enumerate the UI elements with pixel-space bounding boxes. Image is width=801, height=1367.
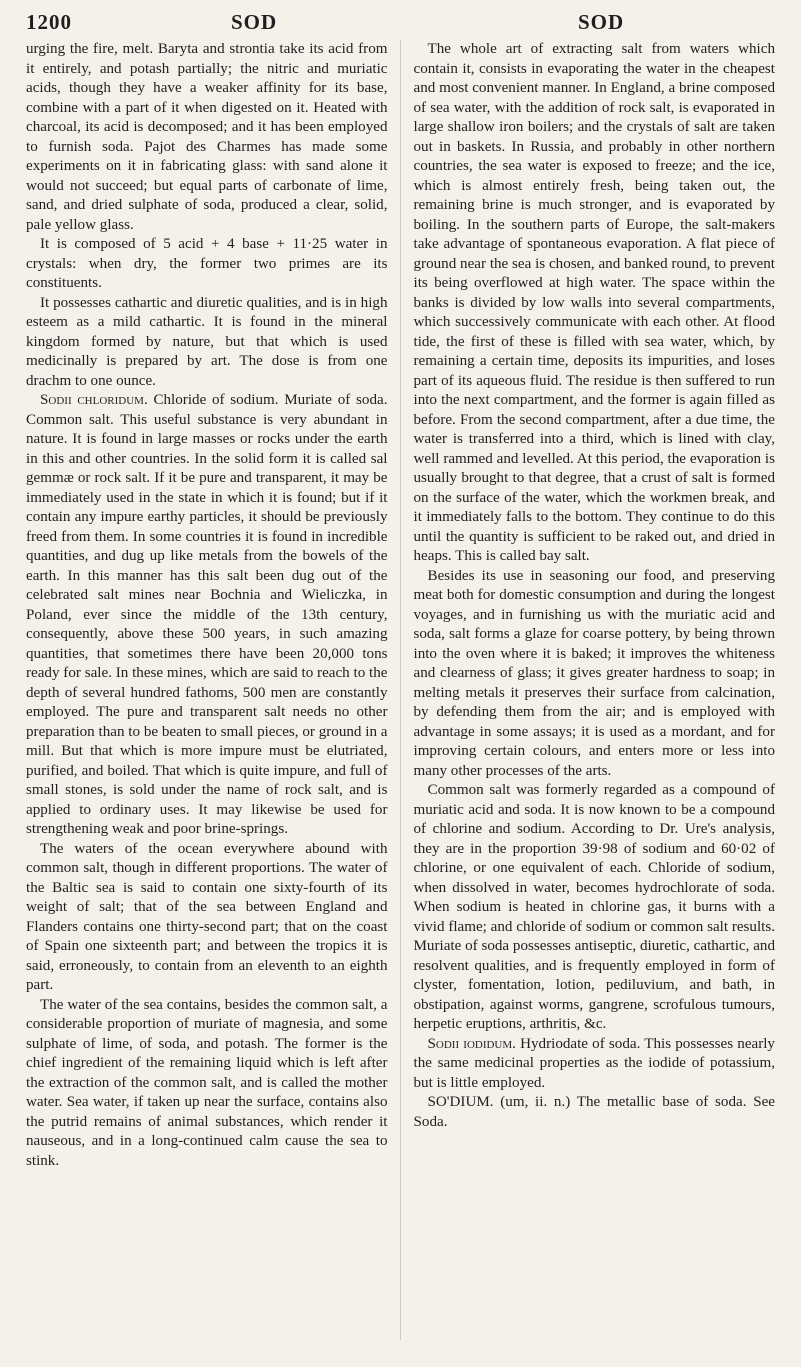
paragraph-text: Common salt was formerly regarded as a compound of muriatic acid and soda. It is now known to be a compound of chlorine and sodium. According to Dr. Ure's analysis, they are in the proportion 39·98 of sodium and 60·02 of chlorine, or one equivalent of each. Chloride of sodium, when dissolved in water, becomes hydrochlorate of soda. When sodium is heated in chlorine gas, it burns with a vivid flame; and chloride of sodium or common salt results. Muriate of soda possesses antiseptic, diuretic, cathartic, and resolvent qualities, and is frequently employed in form of clyster, fomentation, lotion, pediluvium, and bath, in obstipation, against worms, gangrene, scrofulous tumours, herpetic eruptions, arthritis, &c.: [413, 782, 775, 1032]
paragraph: [414, 781, 776, 1035]
paragraph: [26, 391, 388, 840]
entry-headword: Sodii chloridum.: [40, 392, 148, 408]
paragraph-text: The whole art of extracting salt from waters which contain it, consists in evaporating the water in the cheapest and most convenient manner. In England, a brine composed of sea water, with the addition of rock salt, is evaporated in large shallow iron boilers; and the crystals of salt are taken out in baskets. In Russia, and probably in other northern countries, the sea water is exposed to freeze; and the ice, which is almost entirely fresh, being taken out, the remaining brine is much stronger, and is evaporated by boiling. In the southern parts of Europe, the salt-makers take advantage of spontaneous evaporation. A flat piece of ground near the sea is chosen, and banked round, to prevent its being overflowed at high water. The space within the banks is divided by low walls into several compartments, which successively communicate with each other. At flood tide, the first of these is filled with sea water, which, by remaining a certain time, deposits its impurities, and loses part of its aqueous fluid. The residue is then suffered to run into the next compartment, and the former is again filled as before. From the second compartment, after a due time, the water is transferred into a third, which is lined with clay, well rammed and levelled. At this period, the evaporation is usually brought to that degree, that a crust of salt is formed on the surface of the water, which the workmen break, and it immediately falls to the bottom. They continue to do this until the quantity is sufficient to be raked out, and dried in heaps. This is called bay salt.: [413, 41, 775, 564]
paragraph-text: (um, ii. n.) The metallic base of soda. See Soda.: [413, 1094, 775, 1130]
entry-headword: Sodii iodidum.: [427, 1035, 516, 1052]
paragraph: [414, 40, 776, 567]
paragraph: [26, 40, 388, 235]
paragraph-text: Hydriodate of soda. This possesses nearly the same medicinal properties as the iodide of potassium, but is little employed.: [413, 1035, 775, 1091]
paragraph: [26, 294, 388, 392]
paragraph-text: Besides its use in seasoning our food, and preserving meat both for domestic consumption and during the longest voyages, and in furnishing us with the muriatic acid and soda, salt forms a glaze for coarse pottery, by being thrown into the oven where it is baked; it improves the whiteness and clearness of glass; it gives greater hardness to soap; in melting metals it preserves their surface from calcination, by defending them from the air; and is employed with advantage in some assays; it is used as a mordant, and for improving certain colours, and enters more or less into many other processes of the arts.: [413, 567, 775, 779]
paragraph: [26, 840, 388, 996]
paragraph-text: The waters of the ocean everywhere abound with common salt, though in different proportions. The water of the Baltic sea is said to contain one sixty-fourth of its weight of salt; that of the sea between England and Flanders contains one thirty-second part; that on the coast of Spain one sixteenth part; and between the tropics it is said, erroneously, to contain from an eleventh to an eighth part.: [26, 840, 388, 993]
paragraph-text: urging the fire, melt. Baryta and strontia take its acid from it entirely, and potash partially; the nitric and muriatic acids, though they have a weaker affinity for its base, combine with a part of it when digested on it. Heated with charcoal, its acid is decomposed; and it has been employed to furnish soda. Pajot des Charmes has made some experiments on it in fabricating glass: with sand alone it would not succeed; but equal parts of carbonate of lime, sand, and dried sulphate of soda, produced a clear, solid, pale yellow glass.: [26, 41, 388, 233]
right-column: [414, 40, 776, 1171]
left-column: [26, 40, 388, 1171]
page-number: 1200: [26, 10, 72, 34]
paragraph: [414, 567, 776, 782]
page-header: [26, 6, 775, 40]
paragraph: [414, 1035, 776, 1094]
paragraph-text: Chloride of sodium. Muriate of soda. Common salt. This useful substance is very abundant in nature. It is found in large masses or rocks under the earth in this and other countries. In the solid form it is called sal gemmæ or rock salt. If it be pure and transparent, it may be immediately used in the state in which it is found; but if it contain any impure earthy particles, it should be previously freed from them. In some countries it is found in incredible quantities, and dug up like metals from the bowels of the earth. In this manner has this salt been dug out of the celebrated salt mines near Bochnia and Wieliczka, in Poland, ever since the middle of the 13th century, consequently, above these 500 years, in such amazing quantities, that sometimes there have been 20,000 tons ready for sale. In these mines, which are said to reach to the depth of several hundred fathoms, 500 men are constantly employed. The pure and transparent salt needs no other preparation than to be beaten to small pieces, or ground in a mill. But that which is more impure must be elutriated, purified, and boiled. That which is quite impure, and full of small stones, is sold under the name of rock salt, and is applied to ordinary uses. It may likewise be used for strengthening weak and poor brine-springs.: [26, 392, 388, 837]
paragraph: [414, 1093, 776, 1132]
right-running-head: SOD: [578, 10, 625, 34]
paragraph: [26, 996, 388, 1172]
paragraph-text: It possesses cathartic and diuretic qualities, and is in high esteem as a mild cathartic. It is found in the mineral kingdom formed by nature, but that which is used medicinally is prepared by art. The dose is from one drachm to one ounce.: [26, 294, 388, 389]
column-divider: [400, 40, 401, 1340]
left-running-head: SOD: [231, 10, 278, 34]
entry-headword: SO'DIUM.: [427, 1094, 494, 1110]
paragraph: [26, 235, 388, 294]
paragraph-text: The water of the sea contains, besides the common salt, a considerable proportion of muriate of magnesia, and some sulphate of lime, of soda, and potash. The former is the chief ingredient of the remaining liquid which is left after the extraction of the common salt, and is called the mother water. Sea water, if taken up near the surface, contains also the putrid remains of animal substances, which render it nauseous, and in a long-continued calm cause the sea to stink.: [26, 996, 388, 1169]
paragraph-text: It is composed of 5 acid + 4 base + 11·25 water in crystals: when dry, the former two primes are its constituents.: [26, 236, 388, 291]
